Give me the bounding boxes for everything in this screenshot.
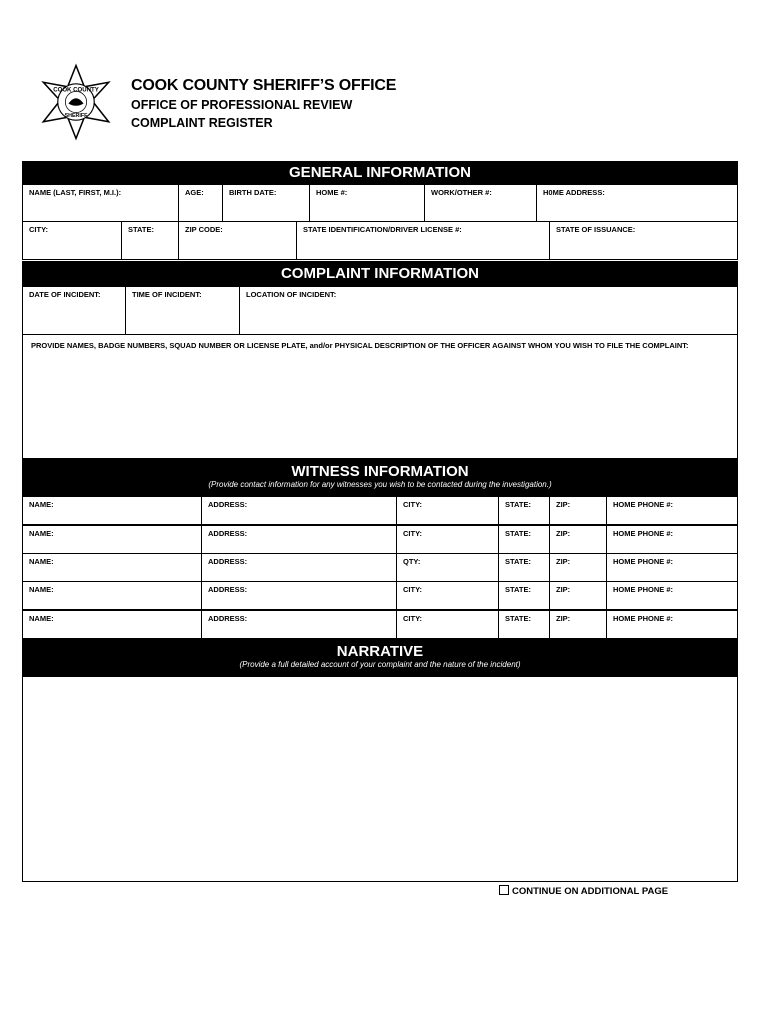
witness-name-field[interactable] xyxy=(22,610,202,639)
form-name: COMPLAINT REGISTER xyxy=(131,115,273,130)
witness-zip-label: ZIP: xyxy=(556,614,571,623)
witness-city-label: CITY: xyxy=(403,614,423,623)
incident-date-field[interactable] xyxy=(22,286,126,335)
witness-phone-field[interactable] xyxy=(606,581,738,610)
witness-state-field[interactable] xyxy=(498,610,550,639)
witness-address-label: ADDRESS: xyxy=(208,614,248,623)
home-phone-field[interactable] xyxy=(309,184,425,222)
officer-description-label: PROVIDE NAMES, BADGE NUMBERS, SQUAD NUMBER OR LICENSE PLATE, and/or PHYSICAL DESCRIPTION OF THE OFFICER AGAINST WHOM YOU WISH TO FILE THE COMPLAINT: xyxy=(31,341,689,350)
work-phone-field[interactable] xyxy=(424,184,537,222)
complaint-info-band xyxy=(22,261,738,287)
continue-label: CONTINUE ON ADDITIONAL PAGE xyxy=(512,886,669,897)
home-address-field[interactable] xyxy=(536,184,738,222)
witness-name-label: NAME: xyxy=(29,557,54,566)
birth-date-label: BIRTH DATE: xyxy=(229,188,277,197)
witness-phone-label: HOME PHONE #: xyxy=(613,557,674,566)
witness-city-label: CITY: xyxy=(403,585,423,594)
witness-address-label: ADDRESS: xyxy=(208,557,248,566)
witness-state-label: STATE: xyxy=(505,529,531,538)
officer-description-field[interactable] xyxy=(22,334,738,459)
home-address-label: H0ME ADDRESS: xyxy=(543,188,605,197)
witness-city-label: QTY: xyxy=(403,557,421,566)
witness-zip-label: ZIP: xyxy=(556,557,571,566)
office-name: OFFICE OF PROFESSIONAL REVIEW xyxy=(131,98,353,112)
witness-zip-label: ZIP: xyxy=(556,585,571,594)
complaint-info-title: COMPLAINT INFORMATION xyxy=(280,265,480,282)
witness-phone-label: HOME PHONE #: xyxy=(613,529,674,538)
zip-code-field[interactable] xyxy=(178,221,297,260)
state-id-label: STATE IDENTIFICATION/DRIVER LICENSE #: xyxy=(303,225,462,234)
witness-state-label: STATE: xyxy=(505,614,531,623)
incident-location-field[interactable] xyxy=(239,286,738,335)
state-id-field[interactable] xyxy=(296,221,550,260)
narrative-title: NARRATIVE xyxy=(336,643,424,660)
zip-code-label: ZIP CODE: xyxy=(185,225,223,234)
witness-address-field[interactable] xyxy=(201,525,397,554)
witness-state-label: STATE: xyxy=(505,585,531,594)
sheriff-star-seal xyxy=(38,62,114,142)
general-info-title: GENERAL INFORMATION xyxy=(289,164,471,181)
witness-zip-label: ZIP: xyxy=(556,500,571,509)
witness-zip-field[interactable] xyxy=(549,553,607,582)
organization-header xyxy=(131,78,396,134)
witness-zip-field[interactable] xyxy=(549,496,607,525)
home-phone-label: HOME #: xyxy=(316,188,348,197)
witness-city-field[interactable] xyxy=(396,525,499,554)
witness-info-subtitle: (Provide contact information for any witnesses you wish to be contacted during the investigation.) xyxy=(208,480,552,489)
birth-date-field[interactable] xyxy=(222,184,310,222)
witness-state-label: STATE: xyxy=(505,500,531,509)
witness-phone-field[interactable] xyxy=(606,496,738,525)
org-name: COOK COUNTY SHERIFF’S OFFICE xyxy=(131,77,397,94)
witness-city-field[interactable] xyxy=(396,496,499,525)
witness-address-field[interactable] xyxy=(201,610,397,639)
incident-location-label: LOCATION OF INCIDENT: xyxy=(246,290,337,299)
witness-name-field[interactable] xyxy=(22,553,202,582)
incident-time-label: TIME OF INCIDENT: xyxy=(132,290,202,299)
state-field[interactable] xyxy=(121,221,179,260)
witness-zip-field[interactable] xyxy=(549,610,607,639)
city-label: CITY: xyxy=(29,225,49,234)
witness-city-field[interactable] xyxy=(396,610,499,639)
witness-zip-label: ZIP: xyxy=(556,529,571,538)
work-phone-label: WORK/OTHER #: xyxy=(431,188,492,197)
name-field[interactable] xyxy=(22,184,179,222)
witness-address-field[interactable] xyxy=(201,581,397,610)
witness-address-label: ADDRESS: xyxy=(208,500,248,509)
seal-text-top: COOK COUNTY xyxy=(53,86,99,94)
witness-state-field[interactable] xyxy=(498,496,550,525)
seal-text-bottom: SHERIFF xyxy=(64,113,88,120)
witness-name-label: NAME: xyxy=(29,500,54,509)
continue-checkbox-row[interactable] xyxy=(499,885,668,897)
witness-address-field[interactable] xyxy=(201,496,397,525)
witness-city-label: CITY: xyxy=(403,529,423,538)
witness-name-label: NAME: xyxy=(29,585,54,594)
general-info-band xyxy=(22,161,738,184)
age-label: AGE: xyxy=(185,188,204,197)
city-field[interactable] xyxy=(22,221,122,260)
state-of-issuance-label: STATE OF ISSUANCE: xyxy=(556,225,636,234)
witness-phone-field[interactable] xyxy=(606,610,738,639)
witness-state-label: STATE: xyxy=(505,557,531,566)
witness-state-field[interactable] xyxy=(498,525,550,554)
witness-name-field[interactable] xyxy=(22,525,202,554)
witness-state-field[interactable] xyxy=(498,553,550,582)
age-field[interactable] xyxy=(178,184,223,222)
witness-state-field[interactable] xyxy=(498,581,550,610)
witness-address-label: ADDRESS: xyxy=(208,585,248,594)
witness-name-field[interactable] xyxy=(22,581,202,610)
name-label: NAME (LAST, FIRST, M.I.): xyxy=(29,188,122,197)
witness-phone-label: HOME PHONE #: xyxy=(613,614,674,623)
incident-time-field[interactable] xyxy=(125,286,240,335)
narrative-subtitle: (Provide a full detailed account of your complaint and the nature of the incident) xyxy=(239,660,521,669)
narrative-band xyxy=(22,639,738,677)
witness-name-field[interactable] xyxy=(22,496,202,525)
witness-phone-field[interactable] xyxy=(606,553,738,582)
witness-address-label: ADDRESS: xyxy=(208,529,248,538)
witness-info-band xyxy=(22,459,738,496)
witness-phone-field[interactable] xyxy=(606,525,738,554)
incident-date-label: DATE OF INCIDENT: xyxy=(29,290,101,299)
witness-phone-label: HOME PHONE #: xyxy=(613,500,674,509)
narrative-field[interactable] xyxy=(22,676,738,882)
witness-city-field[interactable] xyxy=(396,581,499,610)
witness-address-field[interactable] xyxy=(201,553,397,582)
state-of-issuance-field[interactable] xyxy=(549,221,738,260)
witness-city-field[interactable] xyxy=(396,553,499,582)
state-label: STATE: xyxy=(128,225,154,234)
witness-city-label: CITY: xyxy=(403,500,423,509)
witness-phone-label: HOME PHONE #: xyxy=(613,585,674,594)
witness-name-label: NAME: xyxy=(29,529,54,538)
witness-name-label: NAME: xyxy=(29,614,54,623)
witness-zip-field[interactable] xyxy=(549,525,607,554)
witness-zip-field[interactable] xyxy=(549,581,607,610)
witness-info-title: WITNESS INFORMATION xyxy=(291,463,469,480)
checkbox-icon[interactable] xyxy=(499,885,509,895)
